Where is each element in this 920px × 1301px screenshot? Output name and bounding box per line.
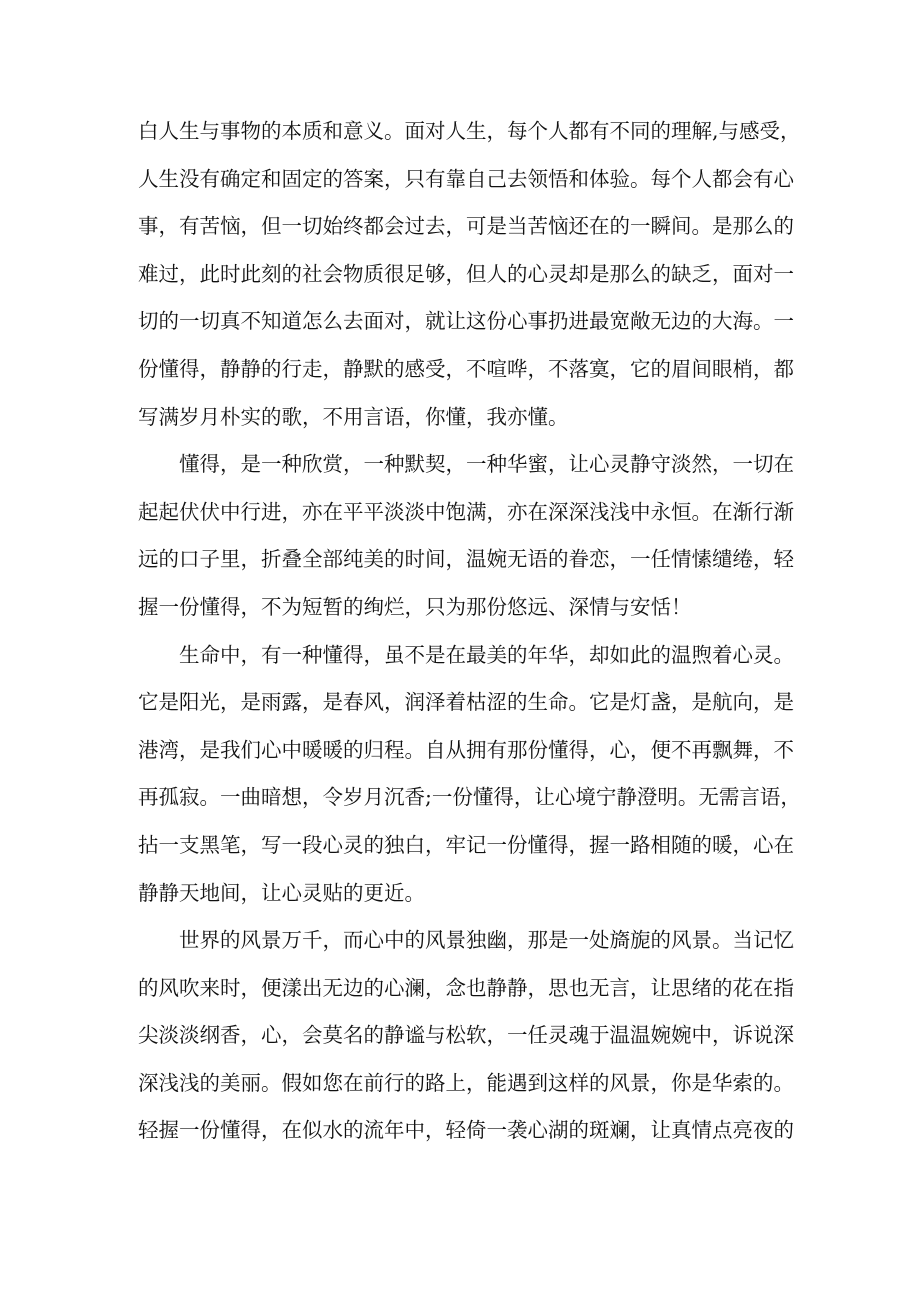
paragraph-4 [138, 917, 794, 1155]
text-line: 白人生与事物的本质和意义。面对人生，每个人都有不同的理解,与感受， [138, 119, 801, 143]
paragraph-2 [138, 441, 794, 631]
text-line: 的风吹来时，便漾出无边的心澜，念也静静，思也无言，让思绪的花在指 [138, 975, 794, 1000]
text-line: 握一份懂得，不为短暂的绚烂，只为那份悠远、深情与安恬！ [138, 594, 692, 619]
text-line: 生命中，有一种懂得，虽不是在最美的年华，却如此的温煦着心灵。 [179, 642, 794, 667]
document-body [138, 108, 801, 1155]
text-line: 起起伏伏中行进，亦在平平淡淡中饱满，亦在深深浅浅中永恒。在渐行渐 [138, 499, 794, 524]
text-line: 它是阳光，是雨露，是春风，润泽着枯涩的生命。它是灯盏，是航向，是 [138, 690, 794, 715]
text-line: 深浅浅的美丽。假如您在前行的路上，能遇到这样的风景，你是华索的。 [138, 1070, 794, 1095]
text-line: 切的一切真不知道怎么去面对，就让这份心事扔进最宽敞无边的大海。一 [138, 309, 794, 334]
text-line: 港湾，是我们心中暖暖的归程。自从拥有那份懂得，心，便不再飘舞，不 [138, 737, 794, 762]
text-line: 尖淡淡纲香，心，会莫名的静谧与松软，一任灵魂于温温婉婉中，诉说深 [138, 1023, 794, 1048]
text-line: 远的口子里，折叠全部纯美的时间，温婉无语的眷恋，一任情愫缱绻，轻 [138, 547, 794, 572]
text-line: 世界的风景万千，而心中的风景独幽，那是一处旖旎的风景。当记忆 [179, 928, 794, 953]
text-line: 懂得，是一种欣赏，一种默契，一种华蜜，让心灵静守淡然，一切在 [179, 452, 794, 477]
paragraph-3 [138, 632, 801, 918]
text-line: 人生没有确定和固定的答案，只有靠自己去领悟和体验。每个人都会有心 [138, 166, 794, 191]
text-line: 难过，此时此刻的社会物质很足够，但人的心灵却是那么的缺乏，面对一 [138, 261, 794, 286]
text-line: 静静天地间，让心灵贴的更近。 [138, 880, 425, 905]
text-line: 事，有苦恼，但一切始终都会过去，可是当苦恼还在的一瞬间。是那么的 [138, 214, 794, 239]
text-line: 轻握一份懂得，在似水的流年中，轻倚一袭心湖的斑斓，让真情点亮夜的 [138, 1118, 794, 1143]
paragraph-1 [138, 108, 801, 441]
text-line: 再孤寂。一曲暗想，令岁月沉香;一份懂得，让心境宁静澄明。无需言语， [138, 785, 801, 810]
text-line: 写满岁月朴实的歌，不用言语，你懂，我亦懂。 [138, 404, 569, 429]
text-line: 份懂得，静静的行走，静默的感受，不喧哗，不落寞，它的眉间眼梢，都 [138, 356, 794, 381]
text-line: 拈一支黑笔，写一段心灵的独白，牢记一份懂得，握一路相随的暖，心在 [138, 832, 794, 857]
